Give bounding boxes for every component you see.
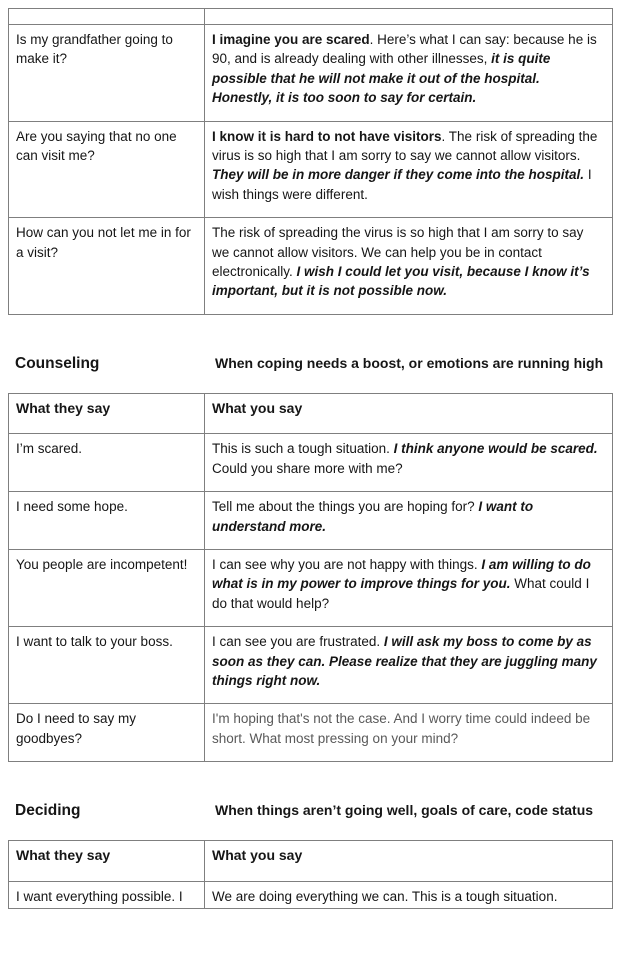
script-text-segment: I want to understand more. [212,499,534,534]
script-text-segment: What could I do that would help? [212,576,590,611]
script-text-segment: I'm hoping that's not the case. And I worry time could indeed be short. What most pressing on your mind? [212,711,591,746]
table-row [9,25,613,122]
what-you-say-cell [205,218,613,315]
script-text-segment: I wish things were different. [212,167,592,202]
deciding-section-subtitle: When things aren’t going well, goals of care, code status [215,802,594,819]
table-row [9,881,613,908]
script-text-segment: . Here’s what I can say: because he is 90, and is already dealing with other illnesses, [212,32,597,67]
what-you-say-cell [205,704,613,762]
script-text-segment: it is quite possible that he will not make it out of the hospital. Honestly, it is too soon to say for certain. [212,51,551,106]
what-they-say-cell: How can you not let me in for a visit? [9,218,205,315]
script-text-segment: I think anyone would be scared. [393,441,598,457]
deciding-section-title: Deciding [15,802,81,820]
what-they-say-cell: Is my grandfather going to make it? [9,25,205,122]
table-row [9,704,613,762]
what-you-say-cell [205,9,613,25]
script-text-segment: The risk of spreading the virus is so high that I am sorry to say we cannot allow visitors. We can help you be in contact electronically. [212,225,584,280]
script-text-segment: I wish I could let you visit, because I know it’s important, but it is not possible now. [212,264,590,299]
script-text-segment: . The risk of spreading the virus is so high that I am sorry to say we cannot allow visitors. [212,128,598,164]
table-row [9,218,613,315]
table-row [9,9,613,25]
counseling-header-row [9,393,613,433]
script-text-segment: This is such a tough situation. [212,441,394,457]
prognosis-script-table [8,8,613,315]
prognosis-table-body [9,9,613,315]
what-you-say-cell [205,627,613,704]
what-they-say-cell [9,9,205,25]
what-they-say-cell: I want everything possible. I [9,881,205,908]
column-header-what-you-say: What you say [205,393,613,433]
script-text-segment: Could you share more with me? [212,460,403,476]
what-you-say-cell [205,121,613,218]
what-you-say-cell [205,492,613,550]
script-text-segment: We are doing everything we can. This is a tough situation. [212,888,558,904]
script-text-segment: I can see why you are not happy with things. [212,556,482,572]
deciding-header-row [9,841,613,881]
deciding-script-table [8,840,613,909]
what-you-say-cell [205,25,613,122]
deciding-section-head [15,802,612,820]
table-row [9,627,613,704]
table-row [9,434,613,492]
what-they-say-cell: You people are incompetent! [9,549,205,626]
what-they-say-cell: Are you saying that no one can visit me? [9,121,205,218]
script-text-segment: I imagine you are scared [212,32,370,47]
counseling-script-table [8,393,613,762]
table-row [9,549,613,626]
column-header-what-you-say: What you say [205,841,613,881]
column-header-what-they-say: What they say [9,841,205,881]
what-they-say-cell: I’m scared. [9,434,205,492]
what-they-say-cell: I want to talk to your boss. [9,627,205,704]
what-you-say-cell [205,881,613,908]
table-row [9,121,613,218]
what-they-say-cell: I need some hope. [9,492,205,550]
script-text-segment: Tell me about the things you are hoping for? [212,499,479,515]
script-text-segment: I know it is hard to not have visitors [212,128,442,144]
counseling-table-body [9,434,613,762]
counseling-section-title: Counseling [15,354,100,372]
script-text-segment: I will ask my boss to come by as soon as they can. Please realize that they are juggling many things right now. [212,634,597,688]
what-you-say-cell [205,434,613,492]
column-header-what-they-say: What they say [9,393,205,433]
deciding-table-body [9,881,613,908]
counseling-section-head [15,355,612,373]
what-they-say-cell: Do I need to say my goodbyes? [9,704,205,762]
script-text-segment: I can see you are frustrated. [212,634,384,650]
script-text-segment: I am willing to do what is in my power to improve things for you. [212,556,591,592]
counseling-section-subtitle: When coping needs a boost, or emotions are running high [215,354,604,371]
script-text-segment: They will be in more danger if they come into the hospital. [212,167,585,183]
table-row [9,492,613,550]
what-you-say-cell [205,549,613,626]
